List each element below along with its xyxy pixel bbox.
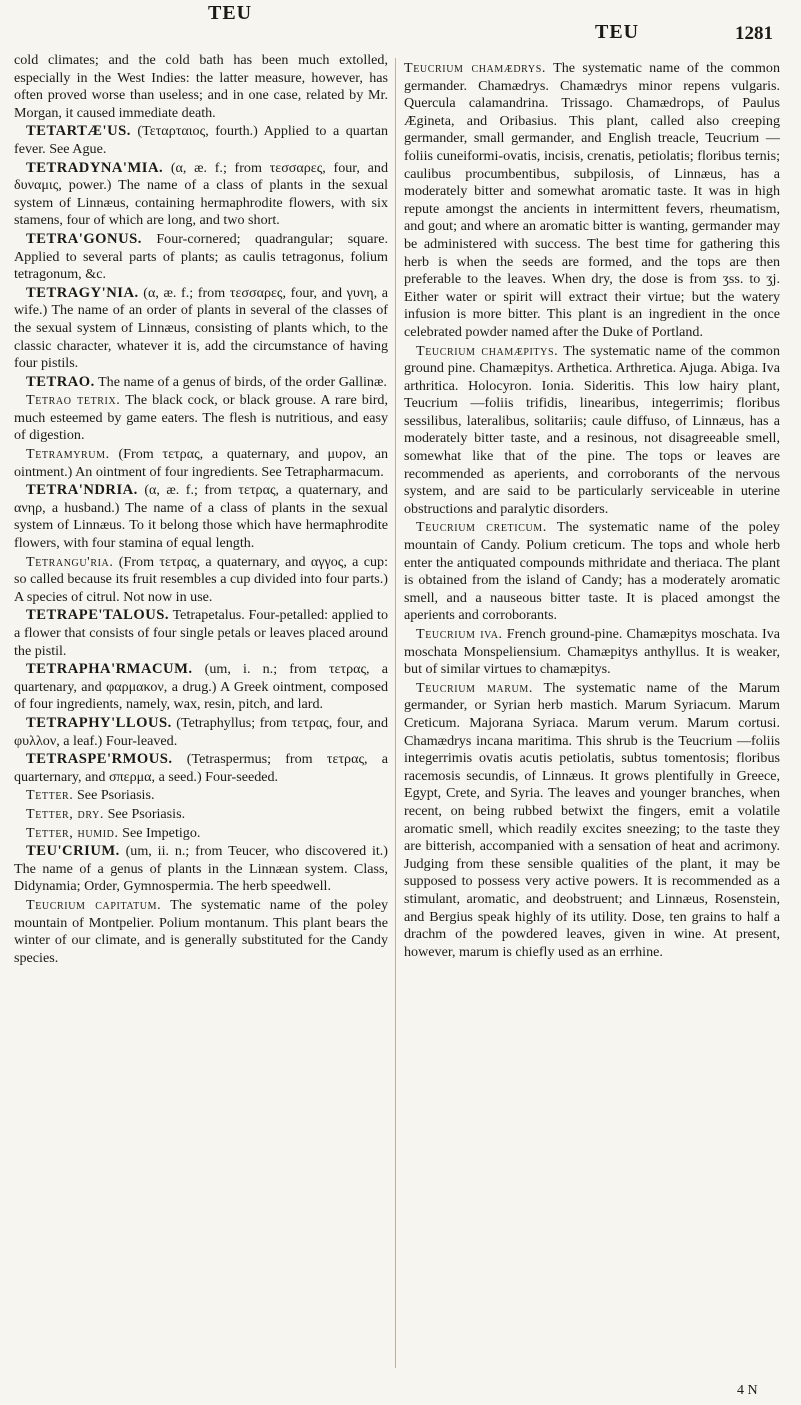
entry-text: The systematic name of the poley mountain of Montpelier. Polium montanum. This plant bears the winter of our climate, and is generally substituted for the Candy species. (14, 896, 388, 966)
dictionary-entry (14, 607, 388, 660)
entry-text: The name of a genus of birds, of the order Gallinæ. (98, 373, 387, 390)
entry-text: (α, æ. f.; from τετρας, a quaternary, and ανηρ, a husband.) The name of a class of plants in the sexual system of Linnæus. To it belong those which have hermaphrodite flowers, with four stamina of equal length. (14, 482, 388, 552)
dictionary-entry (14, 482, 388, 552)
entry-headword: TETRAPHY'LLOUS. (26, 714, 172, 731)
left-running-head: TEU (208, 2, 253, 24)
dictionary-entry (14, 374, 388, 392)
page-number: 1281 (735, 23, 773, 44)
signature-mark: 4 N (737, 1383, 758, 1398)
entry-text: (Τεταρταιος, fourth.) Applied to a quartan fever. See Ague. (14, 123, 388, 157)
dictionary-entry (14, 446, 388, 481)
entry-text: (Tetraphyllus; from τετρας, four, and φυλλον, a leaf.) Four-leaved. (14, 714, 388, 749)
entry-headword: TETRAO. (26, 373, 95, 390)
dictionary-entry (404, 680, 780, 962)
entry-text: (um, i. n.; from τετρας, a quartenary, and φαρμακον, a drug.) A Greek ointment, composed of four ingredients, namely, wax, resin, pitch, and lard. (14, 661, 388, 713)
entry-headword: TETARTÆ'US. (26, 123, 131, 140)
entry-text: (α, æ. f.; from τεσσαρες, four, and γυνη, a wife.) The name of an order of plants in several of the classes of the sexual system of Linnæus, consisting of plants which, to the classic character, whatever it is, add the circumstance of having four pistils. (14, 284, 388, 372)
entry-headword: TETRAPHA'RMACUM. (26, 661, 193, 678)
dictionary-entry (14, 843, 388, 896)
dictionary-entry (14, 715, 388, 750)
dictionary-entry (404, 343, 780, 519)
entry-text: (From τετρας, a quaternary, and μυρον, an ointment.) An ointment of four ingredients. See Tetrapharmacum. (14, 446, 388, 480)
entry-headword: Teucrium creticum. (416, 519, 547, 536)
entry-headword: Tetrangu'ria. (26, 553, 114, 570)
dictionary-entry (404, 626, 780, 679)
entry-text: Tetrapetalus. Four-petalled: applied to a flower that consists of four single petals or leaves placed around the pistil. (14, 607, 388, 659)
entry-text: The systematic name of the common germander. Chamædrys. Chamædrys minor repens vulgaris. Quercula calamandrina. Trissago. Chamædrops, of Paulus Ægineta, and Oribasius. This plant, called also creeping germander, small germander, and English treacle, Teucrium —foliis cuneiformi-ovatis, incisis, crenatis, petiolatis; floribus ternis; caulibus procumbentibus, subpilosis, of Linnæus, has a moderately bitter and somewhat aromatic taste. It was in high repute amongst the ancients in intermittent fevers, rheumatism, and gout; and where an aromatic bitter is wanting, germander may be administered with success. The best time for gathering this herb is when the seeds are formed, and the tops are then preferable to the leaves. When dry, the dose is from ʒss. to ʒj. Either water or spirit will extract their virtue; but the watery infusion is more bitter. This plant is an ingredient in the once celebrated powder named after the Duke of Portland. (404, 60, 780, 340)
entry-headword: Teucrium marum. (416, 679, 533, 696)
entry-headword: Tetrao tetrix. (26, 392, 121, 409)
dictionary-entry (14, 231, 388, 284)
entry-headword: TETRA'NDRIA. (26, 482, 138, 499)
entry-text: (Tetraspermus; from τετρας, a quarternary, and σπερμα, a seed.) Four-seeded. (14, 751, 388, 785)
dictionary-entry (14, 787, 388, 805)
entry-headword: TETRADYNA'MIA. (26, 159, 164, 176)
entry-headword: Tetter. (26, 787, 74, 804)
left-column (14, 52, 388, 968)
entry-text: The systematic name of the common ground pine. Chamæpitys. Arthetica. Arthretica. Ajuga. Abiga. Iva arthritica. Holocyron. Ionia. Sideritis. This low hairy plant, Teucrium —foliis trifidis, linearibus, integerrimis; floribus sessilibus, lateralibus, solitariis; caule diffuso, of Linnæus, has a moderately bitter taste, and a resinous, not disagreeable smell, somewhat like that of the pine. The tops or leaves are recommended as aperients, and corroborants of the nervous system, and are said to be particularly serviceable in uterine obstructions and paralytic disorders. (404, 342, 780, 517)
running-header (0, 0, 801, 48)
entry-headword: Tetter, dry. (26, 805, 105, 822)
entry-text: (From τετρας, a quaternary, and αγγος, a cup: so called because its fruit resembles a cup divided into four parts.) A species of citrul. Not now in use. (14, 553, 388, 605)
entry-headword: TETRA'GONUS. (26, 230, 142, 247)
entry-headword: Teucrium iva. (416, 626, 503, 642)
entry-text: cold climates; and the cold bath has been much extolled, especially in the West Indies: the latter measure, however, has often proved worse than useless; and in one case, related by Mr. Morgan, it caused immediate death. (14, 52, 388, 121)
entry-text: The systematic name of the Marum germander, or Syrian herb mastich. Marum Syriacum. Marum Creticum. Majorana Syriaca. Marum verum. Marum cortusi. Chamædrys incana maritima. This shrub is the Teucrium —foliis integerrimis ovatis acutis petiolatis, subtus tomentosis; floribus racemosis secundis, of Linnæus. It grows plentifully in Greece, Egypt, Crete, and Syria. The leaves and younger branches, when recent, on being rubbed betwixt the fingers, emit a volatile aromatic smell, which readily excites sneezing; to the taste they are bitterish, accompanied with a sensation of heat and acrimony. Judging from these sensible qualities of the plant, it may be supposed to possess very active powers. It is recommended as a stimulant, aromatic, and deobstruent; and Linnæus, Rosenstein, and Bergius speak highly of its utility. Dose, ten grains to half a drachm of the powdered leaves, given in wine. At present, however, marum is chiefly used as an errhine. (404, 679, 780, 960)
dictionary-entry (14, 661, 388, 714)
entry-text: The systematic name of the poley mountain of Candy. Polium creticum. The tops and whole herb enter the antiquated compounds mithridate and theriaca. The plant is obtained from the island of Candy; has a moderately aromatic smell, and a nauseous bitter taste. It is placed amongst the aperients and corroborants. (404, 519, 780, 624)
dictionary-entry (14, 160, 388, 230)
entry-text: See Impetigo. (122, 824, 201, 841)
dictionary-entry (14, 554, 388, 607)
entry-headword: TETRASPE'RMOUS. (26, 751, 173, 768)
dictionary-entry (14, 825, 388, 843)
dictionary-entry (404, 60, 780, 342)
dictionary-entry (14, 897, 388, 967)
dictionary-entry (14, 806, 388, 824)
dictionary-entry (14, 751, 388, 786)
dictionary-entry (404, 519, 780, 625)
entry-headword: TETRAPE'TALOUS. (26, 607, 170, 624)
column-divider (395, 58, 396, 1368)
entry-headword: Teucrium chamæpitys. (416, 342, 559, 359)
entry-headword: TETRAGY'NIA. (26, 284, 139, 301)
entry-text: Four-cornered; quadrangular; square. Applied to several parts of plants; as caulis tetragonus, folium tetragonum, &c. (14, 230, 388, 283)
entry-text: See Psoriasis. (107, 805, 186, 822)
dictionary-entry (14, 52, 388, 122)
entry-text: The black cock, or black grouse. A rare bird, much esteemed by game eaters. The flesh is nutritious, and easy of digestion. (14, 392, 388, 444)
dictionary-entry (14, 123, 388, 158)
dictionary-entry (14, 285, 388, 373)
dictionary-entry (14, 392, 388, 445)
entry-headword: Teucrium chamædrys. (404, 60, 547, 76)
entry-headword: TEU'CRIUM. (26, 843, 120, 860)
right-running-head: TEU (595, 21, 640, 43)
entry-headword: Tetramyrum. (26, 446, 110, 463)
entry-text: (um, ii. n.; from Teucer, who discovered it.) The name of a genus of plants in the Linnæan system. Class, Didynamia; Order, Gymnospermia. The herb speedwell. (14, 843, 388, 895)
entry-text: See Psoriasis. (76, 787, 155, 804)
entry-text: (α, æ. f.; from τεσσαρες, four, and δυναμις, power.) The name of a class of plants in the sexual system of Linnæus, containing hermaphrodite flowers, with six stamens, four of which are long, and two short. (14, 159, 388, 229)
right-column (404, 60, 780, 962)
entry-headword: Teucrium capitatum. (26, 896, 162, 913)
entry-headword: Tetter, humid. (26, 824, 119, 841)
entry-text: French ground-pine. Chamæpitys moschata. Iva moschata Monspeliensium. Chamæpitys anthyllus. It is weaker, but of similar virtues to chamæpitys. (404, 626, 781, 678)
